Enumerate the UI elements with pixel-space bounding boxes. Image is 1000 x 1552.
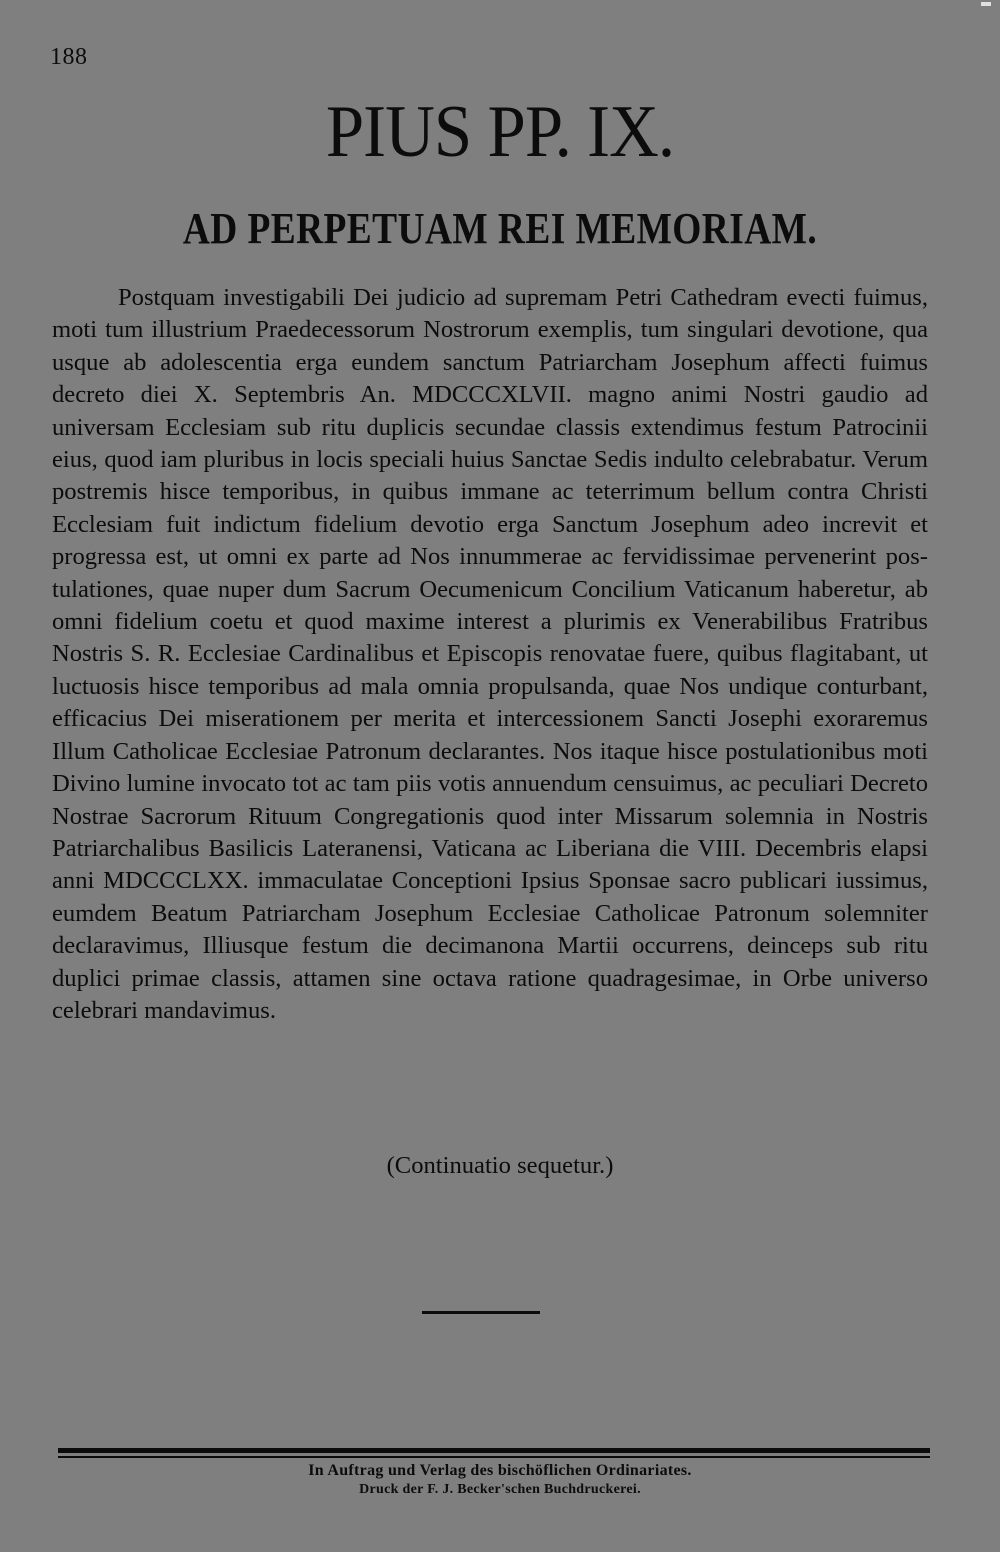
page-number: 188 <box>50 44 88 70</box>
page-subtitle: AD PERPETUAM REI MEMORIAM. <box>182 204 818 253</box>
section-divider <box>422 1311 540 1314</box>
footer-printer-line: Druck der F. J. Becker'schen Buchdruckerei. <box>359 1482 641 1497</box>
scan-artifact-mark <box>981 2 991 6</box>
footer-rule-thin <box>58 1456 930 1458</box>
body-paragraph: Postquam investigabili Dei judicio ad supremam Petri Cathedram evecti fuimus, moti tum illustrium Praedecessorum Nostrorum exemplis, tum singulari devotione, qua usque ab adolescentia erga eundem sanctum Patriarcham Josephum affecti fuimus decreto diei X. Septembris An. MDCCCXLVII. magno animi Nostri gaudio ad universam Ecclesiam sub ritu duplicis secundae classis extendimus festum Patrocinii eius, quod iam pluribus in locis speciali huius Sanctae Sedis indulto celebrabatur. Verum postremis hisce temporibus, in quibus immane ac teterrimum bellum contra Christi Ecclesiam fuit indictum fidelium devotio erga Sanctum Josephum adeo increvit et progressa est, ut omni ex parte ad Nos innummerae ac fervidissimae pervenerint postulationes, quae nuper dum Sacrum Oecumenicum Concilium Vaticanum haberetur, ab omni fidelium coetu et quod maxime interest a plurimis ex Venerabilibus Fratribus Nostris S. R. Ecclesiae Cardinalibus et Episcopis renovatae fuere, quibus flagitabant, ut luctuosis hisce temporibus ad mala omnia propulsanda, quae Nos undique conturbant, efficacius Dei miserationem per merita et intercessionem Sancti Josephi exoraremus Illum Catholicae Ecclesiae Patronum declarantes. Nos itaque hisce postulationibus moti Divino lumine invocato tot ac tam piis votis annuendum censuimus, ac peculiari Decreto Nostrae Sacrorum Rituum Congregationis quod inter Missarum solemnia in Nostris Patriarchalibus Basilicis Lateranensi, Vaticana ac Liberiana die VIII. Decembris elapsi anni MDCCCLXX. immaculatae Conceptioni Ipsius Sponsae sacro publicari iussimus, eumdem Beatum Patriarcham Josephum Ecclesiae Catholicae Patronum solemniter declaravimus, Illiusque festum die decimanona Martii occurrens, deinceps sub ritu duplici primae classis, attamen sine octava ratione quadragesimae, in Orbe universo celebrari mandavimus. <box>52 284 928 1024</box>
footer-rule-thick <box>58 1448 930 1453</box>
continuation-note: (Continuatio sequetur.) <box>386 1152 614 1179</box>
footer-publisher-line: In Auftrag und Verlag des bischöflichen Ordinariates. <box>308 1462 692 1479</box>
page-title: PIUS PP. IX. <box>325 91 675 173</box>
